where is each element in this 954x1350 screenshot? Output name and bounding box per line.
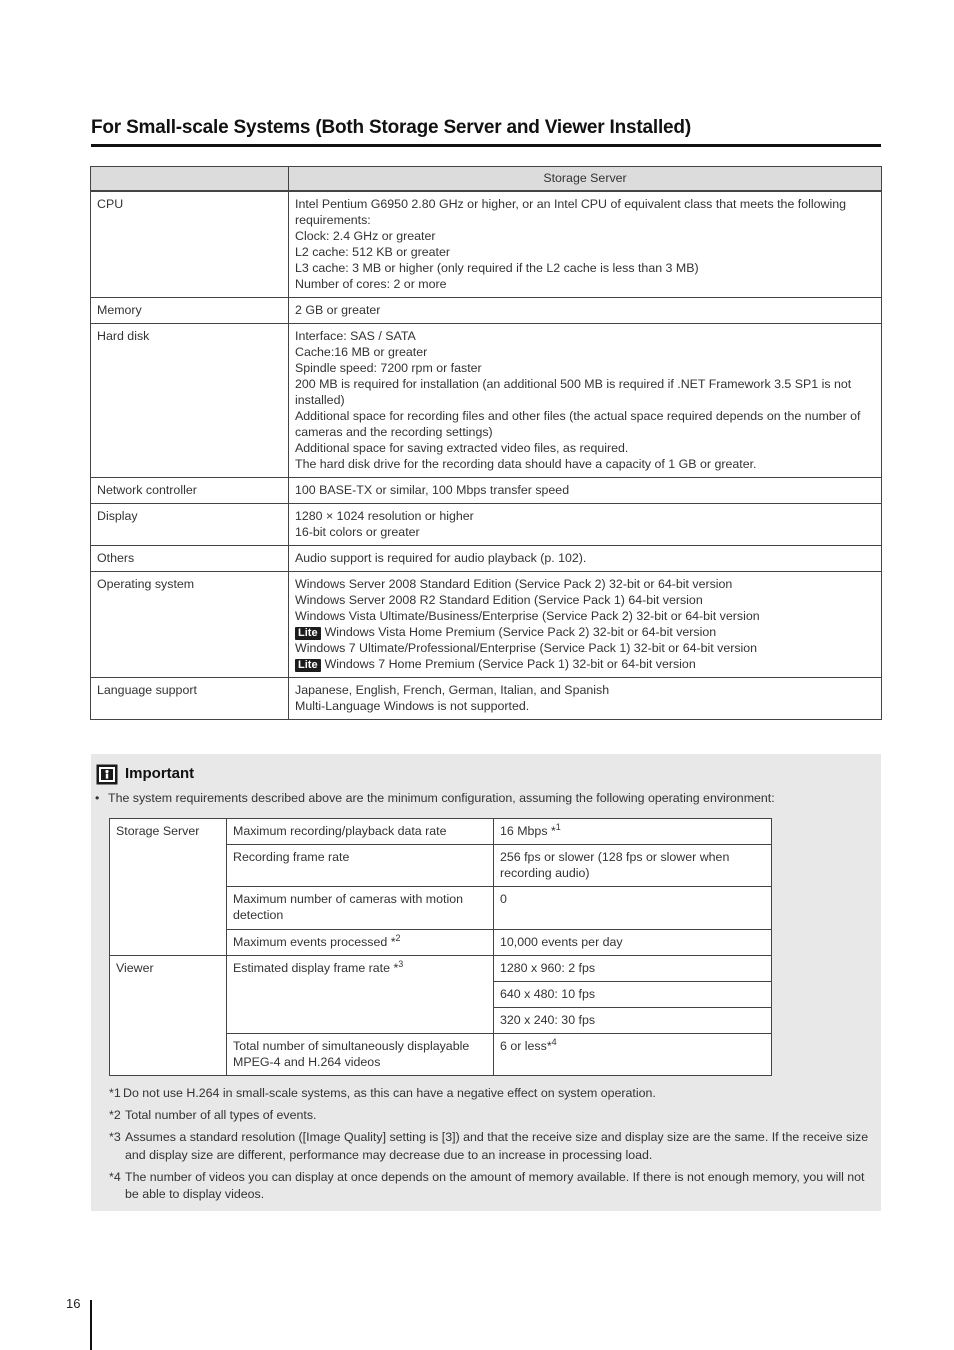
env-item [227,930,494,956]
footnotes [109,1085,877,1208]
row-label: Language support [91,678,289,720]
value-text: Windows 7 Home Premium (Service Pack 1) 32-bit or 64-bit version [324,657,696,671]
env-value [494,1034,772,1076]
value-line: Clock: 2.4 GHz or greater [295,229,436,243]
env-item: Maximum recording/playback data rate [227,819,494,845]
table-header-row [91,167,882,192]
footnote-ref: 2 [395,933,401,943]
footnote-ref: 1 [555,822,561,832]
footnote [109,1107,877,1125]
value-line: Windows Server 2008 Standard Edition (Service Pack 2) 32-bit or 64-bit version [295,577,733,591]
section-title: For Small-scale Systems (Both Storage Server and Viewer Installed) [91,117,881,147]
table-row [110,956,772,982]
header-storage-server: Storage Server [289,167,882,192]
env-item: Maximum number of cameras with motion detection [227,887,494,930]
footnote-mark: *4 [109,1169,121,1184]
operating-environment-table [109,818,772,1076]
env-value: 1280 x 960: 2 fps [494,956,772,982]
footnote-mark: *2 [109,1108,121,1122]
footnote-ref: 4 [551,1037,557,1047]
value-line [295,656,875,672]
row-value [289,546,882,572]
footnote-text: The number of videos you can display at once depends on the amount of memory available. If there is not enough memory, you will not be able to display videos. [125,1169,865,1201]
page-number: 16 [66,1296,81,1311]
header-empty-cell [91,167,289,192]
row-value [289,572,882,678]
env-value [494,819,772,845]
row-label: Hard disk [91,324,289,478]
env-item-text: Maximum events processed * [233,935,396,949]
table-row [91,191,882,298]
row-value [289,504,882,546]
footnote-mark: *3 [109,1130,121,1144]
env-item: Recording frame rate [227,845,494,887]
value-line: Audio support is required for audio playback (p. 102). [295,551,587,565]
row-value [289,324,882,478]
table-row [91,572,882,678]
value-line: 2 GB or greater [295,303,381,317]
important-icon [96,764,118,785]
system-requirements-table [90,166,882,720]
row-label: Memory [91,298,289,324]
row-label: Others [91,546,289,572]
lite-badge: Lite [295,627,321,640]
value-line: L2 cache: 512 KB or greater [295,245,450,259]
footnote [109,1085,877,1103]
value-line: Windows 7 Ultimate/Professional/Enterprise (Service Pack 1) 32-bit or 64-bit version [295,641,758,655]
value-line [295,624,875,640]
footnote-text: Assumes a standard resolution ([Image Quality] setting is [3]) and that the receive size and display size are the same. If the receive size and display size are different, performance may decrease due to an increase in processing load. [125,1130,869,1162]
row-value [289,678,882,720]
value-line: Japanese, English, French, German, Italian, and Spanish [295,683,610,697]
group-label-viewer: Viewer [110,956,227,1076]
value-line: Additional space for saving extracted video files, as required. [295,441,629,455]
footnote-text: Do not use H.264 in small-scale systems, as this can have a negative effect on system operation. [123,1086,656,1100]
env-value-text: 16 Mbps * [500,824,556,838]
env-value: 320 x 240: 30 fps [494,1008,772,1034]
env-value: 10,000 events per day [494,930,772,956]
env-value-text: 6 or less* [500,1039,552,1053]
important-bullet [95,791,775,805]
table-row [91,546,882,572]
row-label: Operating system [91,572,289,678]
value-text: Windows Vista Home Premium (Service Pack 2) 32-bit or 64-bit version [324,625,717,639]
env-item: Total number of simultaneously displayable MPEG-4 and H.264 videos [227,1034,494,1076]
row-value [289,478,882,504]
footnote-mark: *1 [109,1086,121,1100]
value-line: Windows Server 2008 R2 Standard Edition (Service Pack 1) 64-bit version [295,593,703,607]
value-line: 100 BASE-TX or similar, 100 Mbps transfer speed [295,483,570,497]
row-label: CPU [91,191,289,298]
env-value: 256 fps or slower (128 fps or slower when recording audio) [494,845,772,887]
value-line: Additional space for recording files and other files (the actual space required depends on the number of cameras and the recording settings) [295,409,861,439]
env-item [227,956,494,1034]
table-row [91,324,882,478]
footnote [109,1129,877,1164]
table-row [91,678,882,720]
value-line: 200 MB is required for installation (an additional 500 MB is required if .NET Framework 3.5 SP1 is not installed) [295,377,852,407]
value-line: Cache:16 MB or greater [295,345,428,359]
value-line: Multi-Language Windows is not supported. [295,699,530,713]
value-line: Spindle speed: 7200 rpm or faster [295,361,482,375]
value-line: Intel Pentium G6950 2.80 GHz or higher, or an Intel CPU of equivalent class that meets the following requirements: [295,197,846,227]
value-line: 1280 × 1024 resolution or higher [295,509,474,523]
page-margin-rule [90,1300,92,1350]
table-row [91,504,882,546]
value-line: Windows Vista Ultimate/Business/Enterprise (Service Pack 2) 32-bit or 64-bit version [295,609,760,623]
value-line: L3 cache: 3 MB or higher (only required if the L2 cache is less than 3 MB) [295,261,699,275]
row-label: Network controller [91,478,289,504]
env-item-text: Estimated display frame rate * [233,961,399,975]
value-line: 16-bit colors or greater [295,525,420,539]
bullet-text: The system requirements described above are the minimum configuration, assuming the following operating environment: [108,791,775,805]
footnote [109,1169,877,1204]
important-title: Important [125,765,195,782]
bullet-mark: • [95,791,100,805]
lite-badge: Lite [295,659,321,672]
row-value [289,191,882,298]
value-line: Number of cores: 2 or more [295,277,447,291]
footnote-text: Total number of all types of events. [125,1108,317,1122]
table-row [91,298,882,324]
row-label: Display [91,504,289,546]
env-value: 640 x 480: 10 fps [494,982,772,1008]
table-row [110,819,772,845]
footnote-ref: 3 [398,959,404,969]
important-box [91,754,881,1211]
value-line: Interface: SAS / SATA [295,329,416,343]
row-value [289,298,882,324]
value-line: The hard disk drive for the recording data should have a capacity of 1 GB or greater. [295,457,757,471]
table-row [91,478,882,504]
group-label-storage-server: Storage Server [110,819,227,956]
env-value: 0 [494,887,772,930]
